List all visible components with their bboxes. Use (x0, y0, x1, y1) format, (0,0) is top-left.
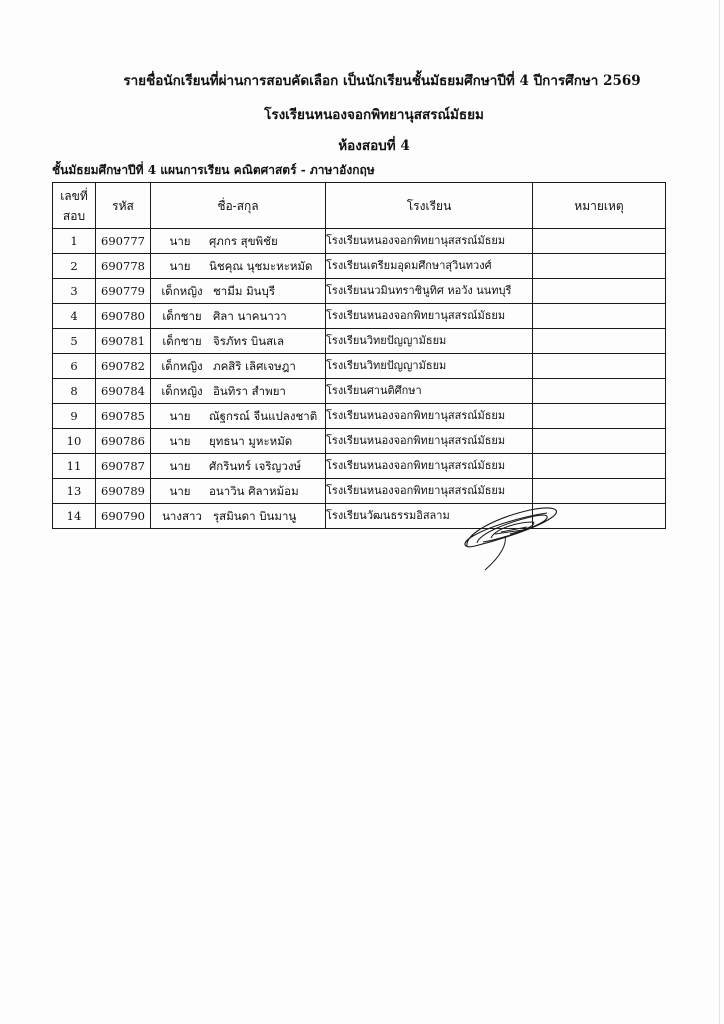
header-exam-number-line1: เลขที่ (60, 188, 88, 203)
student-name: ยุทธนา มูหะหมัด (209, 434, 293, 448)
student-id-cell: 690786 (96, 429, 151, 454)
full-name-cell (151, 229, 326, 254)
student-name: ชามีม มินบุรี (213, 284, 275, 298)
name-prefix: เด็กชาย (162, 309, 202, 323)
name-prefix: นางสาว (162, 509, 202, 523)
student-id-cell: 690779 (96, 279, 151, 304)
student-name: นิชคุณ นุชมะหะหมัด (209, 259, 313, 273)
table-row (53, 429, 666, 454)
exam-number-cell: 13 (53, 479, 96, 504)
table-row (53, 504, 666, 529)
table-body (53, 229, 666, 529)
table-row (53, 279, 666, 304)
exam-number-cell: 3 (53, 279, 96, 304)
header-remarks: หมายเหตุ (533, 183, 666, 229)
full-name-cell (151, 479, 326, 504)
handwritten-signature-icon (455, 496, 565, 576)
student-id-cell: 690782 (96, 354, 151, 379)
remarks-cell (533, 329, 666, 354)
table-row (53, 329, 666, 354)
student-id-cell: 690780 (96, 304, 151, 329)
remarks-cell (533, 429, 666, 454)
exam-number-cell: 9 (53, 404, 96, 429)
school-cell: โรงเรียนหนองจอกพิทยานุสสรณ์มัธยม (326, 429, 533, 454)
school-cell: โรงเรียนวัฒนธรรมอิสลาม (326, 504, 533, 529)
table-header-row (53, 183, 666, 229)
name-prefix: เด็กชาย (162, 334, 202, 348)
exam-number-cell: 5 (53, 329, 96, 354)
header-student-id: รหัส (96, 183, 151, 229)
exam-room-heading: ห้องสอบที่ 4 (338, 138, 410, 154)
exam-number-cell: 11 (53, 454, 96, 479)
student-id-cell: 690784 (96, 379, 151, 404)
student-id-cell: 690777 (96, 229, 151, 254)
student-id-cell: 690787 (96, 454, 151, 479)
document-title: รายชื่อนักเรียนที่ผ่านการสอบคัดเลือก เป็นนักเรียนชั้นมัธยมศึกษาปีที่ 4 ปีการศึกษา 2569 (123, 73, 641, 89)
exam-number-cell: 8 (53, 379, 96, 404)
school-cell: โรงเรียนศานติศึกษา (326, 379, 533, 404)
table-row (53, 404, 666, 429)
remarks-cell (533, 379, 666, 404)
school-cell: โรงเรียนหนองจอกพิทยานุสสรณ์มัธยม (326, 404, 533, 429)
name-prefix: นาย (169, 409, 191, 423)
full-name-cell (151, 254, 326, 279)
remarks-cell (533, 354, 666, 379)
student-id-cell: 690789 (96, 479, 151, 504)
student-id-cell: 690790 (96, 504, 151, 529)
remarks-cell (533, 304, 666, 329)
study-plan-subtitle: ชั้นมัธยมศึกษาปีที่ 4 แผนการเรียน คณิตศาสตร์ - ภาษาอังกฤษ (52, 163, 375, 177)
name-prefix: เด็กหญิง (161, 384, 203, 398)
school-cell: โรงเรียนวิทยปัญญามัธยม (326, 329, 533, 354)
header-school: โรงเรียน (326, 183, 533, 229)
school-cell: โรงเรียนหนองจอกพิทยานุสสรณ์มัธยม (326, 479, 533, 504)
remarks-cell (533, 229, 666, 254)
full-name-cell (151, 504, 326, 529)
student-name: ศักรินทร์ เจริญวงษ์ (209, 459, 302, 473)
student-name: ศิลา นาคนาวา (213, 309, 287, 323)
table-row (53, 304, 666, 329)
name-prefix: นาย (169, 434, 191, 448)
full-name-cell (151, 329, 326, 354)
exam-number-cell: 4 (53, 304, 96, 329)
remarks-cell (533, 454, 666, 479)
exam-number-cell: 14 (53, 504, 96, 529)
header-exam-number (53, 183, 96, 229)
table-row (53, 454, 666, 479)
full-name-cell (151, 429, 326, 454)
student-name: ศุภกร สุขพิชัย (209, 234, 278, 248)
table-row (53, 379, 666, 404)
remarks-cell (533, 254, 666, 279)
student-id-cell: 690781 (96, 329, 151, 354)
name-prefix: นาย (169, 459, 191, 473)
student-id-cell: 690785 (96, 404, 151, 429)
table-row (53, 254, 666, 279)
full-name-cell (151, 304, 326, 329)
student-name: รุสมินดา บินมานู (213, 509, 297, 523)
full-name-cell (151, 279, 326, 304)
table-row (53, 479, 666, 504)
full-name-cell (151, 404, 326, 429)
exam-number-cell: 10 (53, 429, 96, 454)
full-name-cell (151, 454, 326, 479)
name-prefix: นาย (169, 234, 191, 248)
student-name: อินทิรา สำพยา (213, 384, 286, 398)
name-prefix: เด็กหญิง (161, 284, 203, 298)
name-prefix: นาย (169, 259, 191, 273)
school-cell: โรงเรียนนวมินทราชินูทิศ หอวัง นนทบุรี (326, 279, 533, 304)
remarks-cell (533, 404, 666, 429)
remarks-cell (533, 279, 666, 304)
student-roster-table (52, 182, 666, 529)
name-prefix: เด็กหญิง (161, 359, 203, 373)
school-cell: โรงเรียนหนองจอกพิทยานุสสรณ์มัธยม (326, 229, 533, 254)
school-cell: โรงเรียนเตรียมอุดมศึกษาสุวินทวงศ์ (326, 254, 533, 279)
student-id-cell: 690778 (96, 254, 151, 279)
exam-number-cell: 1 (53, 229, 96, 254)
student-name: อนาวิน ศิลาหม้อม (209, 484, 299, 498)
header-full-name: ชื่อ-สกุล (151, 183, 326, 229)
header-exam-number-line2: สอบ (62, 208, 86, 223)
student-name: ณัฐกรณ์ จีนแปลงชาติ (209, 409, 318, 423)
exam-number-cell: 2 (53, 254, 96, 279)
school-cell: โรงเรียนวิทยปัญญามัธยม (326, 354, 533, 379)
full-name-cell (151, 354, 326, 379)
name-prefix: นาย (169, 484, 191, 498)
full-name-cell (151, 379, 326, 404)
student-name: ภคสิริ เลิศเจษฎา (213, 359, 296, 373)
school-cell: โรงเรียนหนองจอกพิทยานุสสรณ์มัธยม (326, 304, 533, 329)
school-name-heading: โรงเรียนหนองจอกพิทยานุสสรณ์มัธยม (264, 107, 484, 123)
exam-number-cell: 6 (53, 354, 96, 379)
table-row (53, 229, 666, 254)
student-name: จิรภัทร บินสเล (213, 334, 285, 348)
school-cell: โรงเรียนหนองจอกพิทยานุสสรณ์มัธยม (326, 454, 533, 479)
table-row (53, 354, 666, 379)
